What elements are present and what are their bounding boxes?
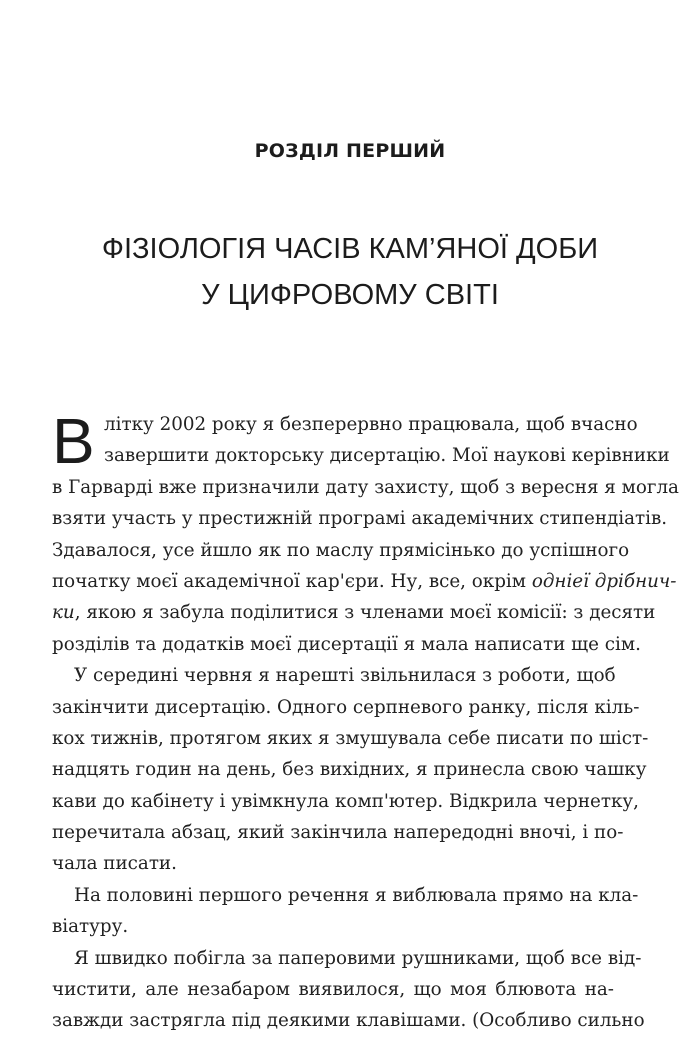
text-line: завершити докторську дисертацію. Мої наукові керівники [104,445,670,467]
paragraph-start: На половині першого речення я виблювала прямо на кла- [74,884,639,906]
italic-phrase-end: ки [52,602,75,624]
text-line [52,597,656,628]
text-segment: , якою я забула поділитися з членами моєї комісії: з десяти [74,602,656,624]
chapter-title-line-2: У ЦИФРОВОМУ СВІТІ [201,279,499,311]
text-line: кави до кабінету і увімкнула комп'ютер. Відкрила чернетку, [52,790,639,812]
chapter-title-line-1: ФІЗІОЛОГІЯ ЧАСІВ КАМ’ЯНОЇ ДОБИ [101,233,599,265]
italic-phrase: одніеї дрібнич- [531,570,677,592]
text-line: літку 2002 року я безперервно працювала, щоб вчасно [104,414,638,435]
paragraph-start: У середині червня я нарешті звільнилася з роботи, щоб [74,665,616,687]
text-line: закінчити дисертацію. Одного серпневого ранку, після кіль- [52,696,640,718]
chapter-title [0,226,700,318]
text-line: кох тижнів, протягом яких я змушувала себе писати по шіст- [52,727,649,749]
drop-cap: В [52,405,95,477]
text-line: віатуру. [52,916,129,938]
text-line: розділів та додатків моєї дисертації я мала написати ще сім. [52,633,641,655]
text-line: перечитала абзац, який закінчила напередодні вночі, і по- [52,822,624,844]
text-line: чала писати. [52,853,177,875]
paragraph-start: Я швидко побігла за паперовими рушниками, щоб все від- [74,947,642,969]
text-line: чистити, але незабаром виявилося, що моя блювота на- [52,979,614,1001]
chapter-label: РОЗДІЛ ПЕРШИЙ [254,140,446,162]
text-line [52,566,677,597]
text-line: Здавалося, усе йшло як по маслу прямісінько до успішного [52,539,630,561]
text-segment: початку моєї академічної кар'єри. Ну, все, окрім [52,570,532,592]
text-line: надцять годин на день, без вихідних, я принесла свою чашку [52,759,647,781]
text-line: взяти участь у престижній програмі академічних стипендіатів. [52,508,668,530]
body-text [52,405,679,1037]
text-line: завжди застрягла під деякими клавішами. (Особливо сильно [52,1010,645,1032]
text-line: в Гарварді вже призначили дату захисту, щоб з вересня я могла [52,476,679,498]
